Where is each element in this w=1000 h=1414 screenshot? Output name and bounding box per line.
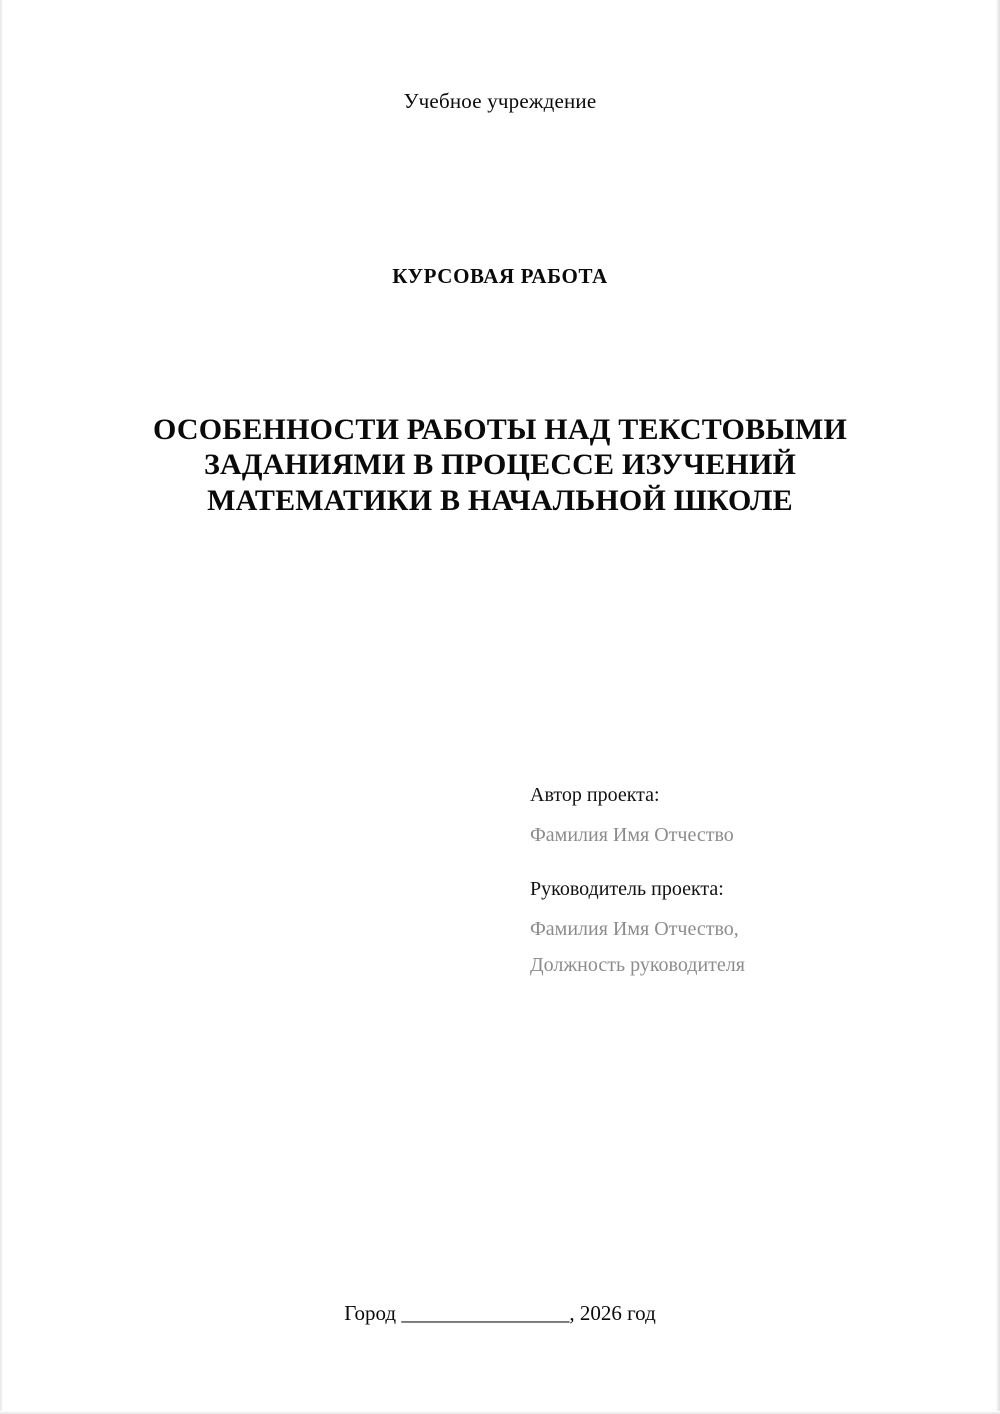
institution-name: Учебное учреждение bbox=[403, 89, 597, 113]
author-label: Автор проекта: bbox=[530, 784, 660, 806]
author-name: Фамилия Имя Отчество bbox=[530, 824, 734, 846]
city-and-year: Город ________________, 2026 год bbox=[344, 1301, 656, 1325]
author-block bbox=[530, 785, 950, 845]
document-kind: КУРСОВАЯ РАБОТА bbox=[392, 264, 608, 288]
page-edge-right bbox=[996, 0, 1000, 1414]
credits-section bbox=[530, 785, 950, 975]
page-edge-left bbox=[0, 0, 3, 1414]
supervisor-name: Фамилия Имя Отчество, bbox=[530, 918, 739, 940]
page-title: ОСОБЕННОСТИ РАБОТЫ НАД ТЕКСТОВЫМИ ЗАДАНИЯМИ В ПРОЦЕССЕ ИЗУЧЕНИЙ МАТЕМАТИКИ В НАЧАЛЬНОЙ ШКОЛЕ bbox=[152, 413, 847, 517]
supervisor-block bbox=[530, 879, 950, 975]
supervisor-label: Руководитель проекта: bbox=[530, 878, 724, 900]
supervisor-position: Должность руководителя bbox=[530, 954, 745, 976]
